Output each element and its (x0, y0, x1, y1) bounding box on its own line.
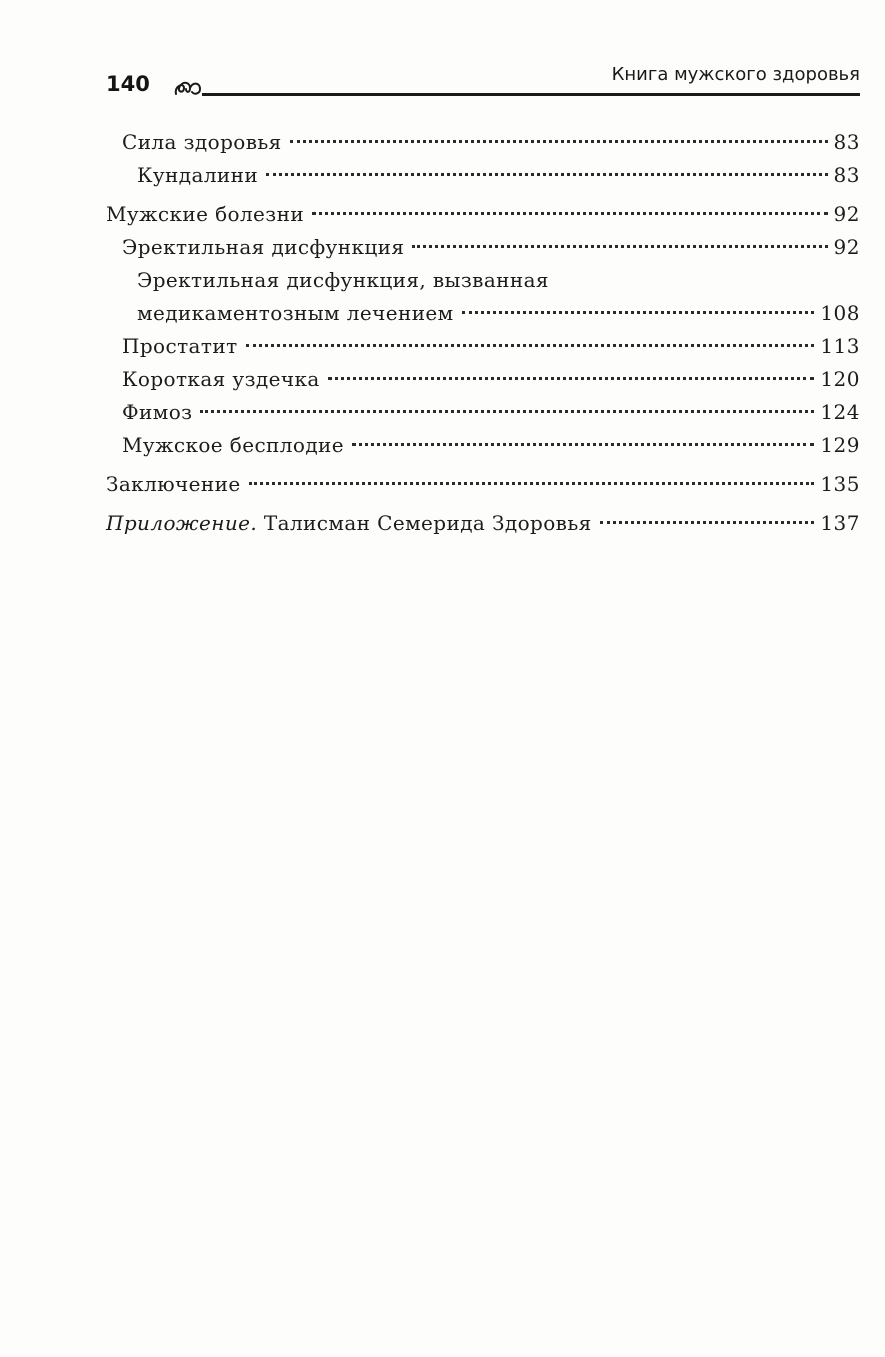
page-number: 140 (106, 72, 150, 96)
toc-entry-label: Фимоз (122, 400, 193, 424)
dot-leader (352, 443, 814, 446)
toc-entry[interactable] (106, 297, 860, 330)
toc-entry[interactable] (106, 363, 860, 396)
dot-leader (600, 521, 815, 524)
toc-entry-label: Мужское бесплодие (122, 433, 345, 457)
toc-page-number: 129 (820, 433, 860, 457)
dot-leader (249, 482, 815, 485)
toc-page-number: 83 (833, 163, 860, 187)
toc-entry[interactable] (106, 231, 860, 264)
toc-entry[interactable] (106, 429, 860, 462)
toc-page-number: 113 (820, 334, 860, 358)
dot-leader (290, 140, 828, 143)
running-header (106, 62, 860, 102)
toc-page-number: 92 (833, 235, 860, 259)
toc-entry-label: Короткая уздечка (122, 367, 320, 391)
dot-leader (266, 173, 827, 176)
toc-entry-label-italic: Приложение. (106, 511, 258, 535)
toc-entry-label: Заключение (106, 472, 241, 496)
toc-entry-label: Кундалини (137, 163, 259, 187)
running-title: Книга мужского здоровья (611, 64, 860, 85)
toc-entry[interactable] (106, 396, 860, 429)
toc-entry-label (106, 507, 592, 540)
dot-leader (412, 245, 827, 248)
dot-leader (328, 377, 815, 380)
toc-entry[interactable] (106, 468, 860, 501)
dot-leader (312, 212, 827, 215)
toc-page-number: 120 (820, 367, 860, 391)
dot-leader (462, 311, 815, 314)
table-of-contents (106, 126, 860, 540)
toc-entry[interactable] (106, 198, 860, 231)
toc-page-number: 108 (820, 301, 860, 325)
toc-entry[interactable] (106, 330, 860, 363)
dot-leader (246, 344, 815, 347)
toc-entry[interactable] (106, 126, 860, 159)
toc-entry-label: Мужские болезни (106, 202, 305, 226)
toc-entry[interactable] (106, 507, 860, 540)
toc-entry-label: Простатит (122, 334, 238, 358)
toc-page-number: 92 (833, 202, 860, 226)
curl-ornament-icon (172, 76, 206, 98)
dot-leader (200, 410, 814, 413)
toc-entry-label: медикаментозным лечением (137, 301, 454, 325)
toc-page-number: 135 (820, 472, 860, 496)
toc-page-number: 124 (820, 400, 860, 424)
toc-page-number: 137 (820, 511, 860, 535)
toc-entry-label-text: Талисман Семерида Здоровья (263, 511, 592, 535)
header-rule (202, 93, 860, 96)
toc-entry[interactable] (106, 159, 860, 192)
toc-page-number: 83 (833, 130, 860, 154)
toc-entry-label: Эректильная дисфункция (122, 235, 405, 259)
toc-entry-label-line1[interactable]: Эректильная дисфункция, вызванная (137, 268, 549, 292)
toc-entry-label: Сила здоровья (122, 130, 282, 154)
